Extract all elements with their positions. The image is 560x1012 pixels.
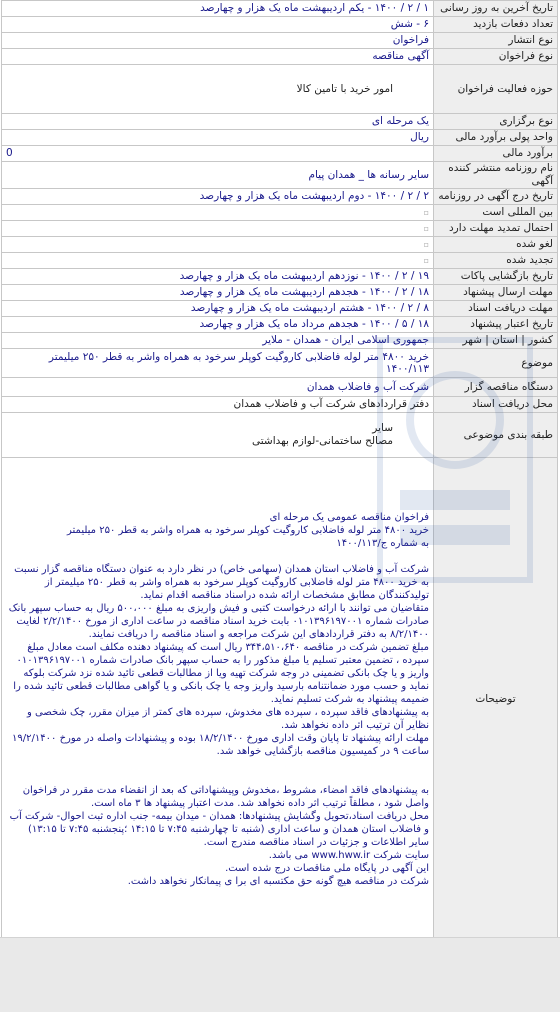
label-docs-place: محل دریافت اسناد [434,397,558,413]
label-description: توضیحات [434,458,558,941]
row-extension [2,221,558,237]
page-footer [0,937,560,1012]
label-call-type: نوع فراخوان [434,49,558,65]
value-docs-place: دفتر قراردادهای شرکت آب و فاضلاب همدان [2,397,434,413]
label-newspaper-date: تاریخ درج آگهی در روزنامه [434,189,558,205]
row-international [2,205,558,221]
row-estimate [2,146,558,162]
label-holding-type: نوع برگزاری [434,114,558,130]
value-call-type: آگهی مناقصه [2,49,434,65]
label-activity-field: حوزه فعالیت فراخوان [434,65,558,114]
row-opening-date [2,269,558,285]
label-category: طبقه بندی موضوعی [434,413,558,458]
row-submit-deadline [2,285,558,301]
row-currency [2,130,558,146]
row-subject [2,349,558,378]
row-renewed [2,253,558,269]
label-international: بین المللی است [434,205,558,221]
value-holding-type: یک مرحله ای [2,114,434,130]
label-renewed: تجدید شده [434,253,558,269]
value-newspaper: سایر رسانه ها _ همدان پیام [2,162,434,189]
row-docs-place [2,397,558,413]
value-renewed [2,253,434,269]
value-international [2,205,434,221]
row-location [2,333,558,349]
label-estimate: برآورد مالی [434,146,558,162]
label-location: کشور | استان | شهر [434,333,558,349]
row-call-type [2,49,558,65]
row-organizer [2,378,558,397]
value-organizer: شرکت آب و فاضلاب همدان [2,378,434,397]
row-activity-field [2,65,558,114]
empty-value-icon: ▫ [423,224,429,233]
value-extension [2,221,434,237]
label-extension: احتمال تمدید مهلت دارد [434,221,558,237]
label-subject: موضوع [434,349,558,378]
row-cancelled [2,237,558,253]
row-description [2,458,558,941]
tender-info-table [1,0,558,941]
value-publish-type: فراخوان [2,33,434,49]
label-newspaper: نام روزنامه منتشر کننده آگهی [434,162,558,189]
value-validity-date: ۱۸ / ۵ / ۱۴۰۰ - هجدهم مرداد ماه یک هزار و چهارصد [2,317,434,333]
value-newspaper-date: ۲ / ۲ / ۱۴۰۰ - دوم اردیبهشت ماه یک هزار و چهارصد [2,189,434,205]
row-publish-type [2,33,558,49]
empty-value-icon: ▫ [423,256,429,265]
value-estimate: 0 [2,146,434,162]
empty-value-icon: ▫ [423,208,429,217]
label-docs-deadline: مهلت دریافت اسناد [434,301,558,317]
value-docs-deadline: ۸ / ۲ / ۱۴۰۰ - هشتم اردیبهشت ماه یک هزار و چهارصد [2,301,434,317]
label-visit-count: تعداد دفعات بازدید [434,17,558,33]
label-currency: واحد پولی برآورد مالی [434,130,558,146]
label-validity-date: تاریخ اعتبار پیشنهاد [434,317,558,333]
value-location: جمهوری اسلامی ایران - همدان - ملایر [2,333,434,349]
label-organizer: دستگاه مناقصه گزار [434,378,558,397]
row-holding-type [2,114,558,130]
value-submit-deadline: ۱۸ / ۲ / ۱۴۰۰ - هجدهم اردیبهشت ماه یک هزار و چهارصد [2,285,434,301]
value-opening-date: ۱۹ / ۲ / ۱۴۰۰ - نوزدهم اردیبهشت ماه یک هزار و چهارصد [2,269,434,285]
row-newspaper-date [2,189,558,205]
label-publish-type: نوع انتشار [434,33,558,49]
row-last-update [2,1,558,17]
empty-value-icon: ▫ [423,240,429,249]
value-currency: ریال [2,130,434,146]
value-subject: خرید ۴۸۰۰ متر لوله فاضلابی کاروگیت کوپلر سرخود به همراه واشر به قطر ۲۵۰ میلیمتر ۱۴۰۰/۱۱۳ [2,349,434,378]
row-visit-count [2,17,558,33]
label-last-update: تاریخ آخرین به روز رسانی [434,1,558,17]
value-category: سایر مصالح ساختمانی-لوازم بهداشتی [2,413,434,458]
label-opening-date: تاریخ بازگشایی پاکات [434,269,558,285]
value-description: فراخوان مناقصه عمومی یک مرحله ای خرید ۴۸۰۰ متر لوله فاضلابی کاروگیت کوپلر سرخود به همراه واشر به قطر ۲۵۰ میلیمتر به شماره ج/۱۴۰۰/۱۱۳ شرکت آب و فاضلاب استان همدان (سهامی خاص) در نظر دارد به عنوان دستگاه مناقصه گزار نسبت به خرید ۴۸۰۰ متر لوله فاضلابی کاروگیت کوپلر سرخود به همراه واشر به قطر ۲۵۰ میلیمتر از تولیدکنندگان مطابق مشخصات ارائه شده دراسناد مناقصه اقدام نماید. متقاضیان می توانند با ارائه درخواست کتبی و فیش واریزی به مبلغ ۵۰۰،۰۰۰ ریال به حساب سپهر بانک صادرات شماره ۰۱۰۱۳۹۶۱۹۷۰۰۱ بابت خرید اسناد مناقصه در ساعت اداری از مورخ ۲/۲/۱۴۰۰ لغایت ۸/۲/۱۴۰۰ به دفتر قراردادهای این شرکت مراجعه و اسناد مناقصه را دریافت نمایند. مبلغ تضمین شرکت در مناقصه ۳۴۴،۵۱۰،۶۴۰ ریال است که پیشنهاد دهنده مکلف است معادل مبلغ سپرده ، تضمین معتبر تسلیم یا مبلغ مذکور را به حساب سپهر بانک صادرات شماره ۰۱۰۱۳۹۶۱۹۷۰۰۱ واریز و یا چک بانکی تضمینی در وجه شرکت تهیه ویا از مطالبات قطعی تائید شده نزد شرکت بلوکه نماید و حسب مورد ضمانتنامه بارسید واریز وجه یا چک بانکی و یا گواهی مطالبات قطعی تائید شده را ضمیمه پیشنهاد به شرکت تسلیم نماید. به پیشنهادهای فاقد سپرده ، سپرده های مخدوش، سپرده های کمتر از میزان مقرر، چک شخصی و نظایر آن ترتیب اثر داده نخواهد شد. مهلت ارائه پیشنهاد تا پایان وقت اداری مورخ ۱۸/۲/۱۴۰۰ بوده و پیشنهادات واصله در مورخ ۱۹/۲/۱۴۰۰ ساعت ۹ در کمیسیون مناقصه بازگشایی خواهد شد. به پیشنهادهای فاقد امضاء، مشروط ،مخدوش وپیشنهاداتی که بعد از انقضاء مدت مقرر در فراخوان واصل شود ، مطلقاً ترتیب اثر داده نخواهد شد. مدت اعتبار پیشنهاد ها ۳ ماه است. محل دریافت اسناد،تحویل وگشایش پیشنهادها: همدان - میدان بیمه- جنب اداره ثبت احوال- شرکت آب و فاضلاب استان همدان و ساعت اداری (شنبه تا چهارشنبه ۷:۴۵ تا ۱۴:۱۵ ؛پنجشنبه ۷:۴۵ تا ۱۳:۱۵) سایر اطلاعات و جزئیات در اسناد مناقصه مندرج است. سایت شرکت www.hww.ir می باشد. این آگهی در پایگاه ملی مناقصات درج شده است. شرکت در مناقصه هیچ گونه حق مکتسبه ای برا ی پیمانکار نخواهد داشت. [2,458,434,941]
row-category [2,413,558,458]
value-last-update: ۱ / ۲ / ۱۴۰۰ - یکم اردیبهشت ماه یک هزار و چهارصد [2,1,434,17]
label-submit-deadline: مهلت ارسال پیشنهاد [434,285,558,301]
label-cancelled: لغو شده [434,237,558,253]
row-newspaper [2,162,558,189]
value-visit-count: ۶ - شش [2,17,434,33]
value-cancelled [2,237,434,253]
row-docs-deadline [2,301,558,317]
value-activity-field: امور خرید با تامین کالا [2,65,434,114]
row-validity-date [2,317,558,333]
